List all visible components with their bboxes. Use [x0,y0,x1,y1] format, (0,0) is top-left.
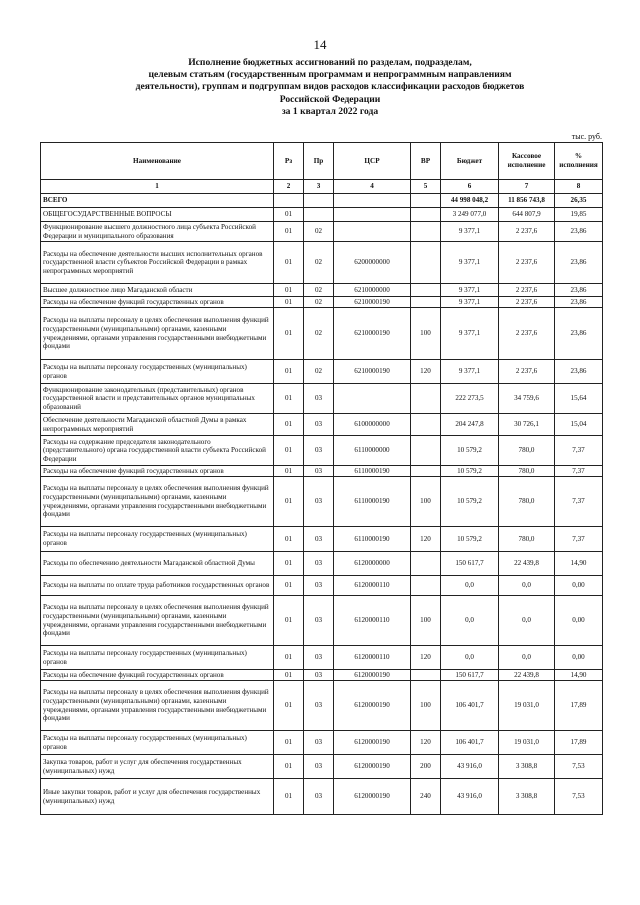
cell-vr: 100 [411,596,441,646]
cell-name: Расходы на выплаты персоналу государственных (муниципальных) органов [41,731,274,755]
cell-rz: 01 [274,576,304,596]
cell-budget: 10 579,2 [441,466,499,477]
cell-pr: 03 [304,436,334,466]
cell-vr [411,414,441,436]
cell-csr: 6120000190 [334,681,411,731]
table-row [41,284,603,297]
header-vr: ВР [411,143,441,180]
table-body [41,194,603,815]
table-row [41,208,603,222]
cell-pr: 03 [304,670,334,681]
cell-budget: 106 401,7 [441,681,499,731]
table-row [41,596,603,646]
cell-vr [411,208,441,222]
cell-pr: 03 [304,414,334,436]
cell-pr: 03 [304,527,334,552]
cell-name: Закупка товаров, работ и услуг для обеспечения государственных (муниципальных) нужд [41,755,274,779]
table-row-total [41,194,603,208]
cell-percent: 0,00 [555,576,603,596]
cell-pr: 03 [304,755,334,779]
cell-cash: 0,0 [499,596,555,646]
cell-csr: 6110000190 [334,477,411,527]
cell-pr: 03 [304,681,334,731]
cell-rz: 01 [274,384,304,414]
table-row [41,466,603,477]
table-row [41,646,603,670]
cell-csr: 6210000190 [334,297,411,308]
table-row [41,576,603,596]
cell-rz [274,194,304,208]
cell-name: Расходы на обеспечение функций государственных органов [41,297,274,308]
cell-name: Расходы на выплаты персоналу государственных (муниципальных) органов [41,527,274,552]
cell-name: Расходы на содержание председателя законодательного (представительного) органа государственной власти субъекта Российской Федерации [41,436,274,466]
cell-cash: 3 308,8 [499,755,555,779]
cell-name: Расходы на обеспечение функций государственных органов [41,670,274,681]
table-row [41,755,603,779]
cell-vr [411,670,441,681]
cell-name: Расходы на выплаты персоналу государственных (муниципальных) органов [41,360,274,384]
cell-pr [304,194,334,208]
cell-percent: 7,37 [555,466,603,477]
cell-percent: 7,37 [555,477,603,527]
cell-percent: 23,86 [555,297,603,308]
table-row [41,414,603,436]
cell-pr: 02 [304,297,334,308]
cell-cash: 22 439,8 [499,552,555,576]
table-row [41,242,603,284]
page-number: 14 [313,37,327,52]
cell-vr [411,552,441,576]
cell-vr [411,222,441,242]
cell-rz: 01 [274,360,304,384]
cell-cash: 780,0 [499,436,555,466]
cell-name: Обеспечение деятельности Магаданской областной Думы в рамках непрограммных мероприятий [41,414,274,436]
cell-vr: 120 [411,646,441,670]
title-line: за 1 квартал 2022 года [281,105,379,117]
cell-budget: 43 916,0 [441,755,499,779]
cell-budget: 44 998 048,2 [441,194,499,208]
cell-pr: 02 [304,242,334,284]
cell-budget: 10 579,2 [441,527,499,552]
cell-cash: 780,0 [499,466,555,477]
table-row [41,670,603,681]
cell-pr: 03 [304,596,334,646]
cell-percent: 15,64 [555,384,603,414]
cell-name: ВСЕГО [41,194,274,208]
cell-percent: 19,85 [555,208,603,222]
table-row [41,731,603,755]
cell-pr: 02 [304,308,334,360]
cell-budget: 150 617,7 [441,670,499,681]
cell-pr [304,208,334,222]
cell-rz: 01 [274,466,304,477]
cell-rz: 01 [274,552,304,576]
cell-cash: 30 726,1 [499,414,555,436]
cell-pr: 02 [304,284,334,297]
cell-name: Расходы на выплаты по оплате труда работников государственных органов [41,576,274,596]
title-line: Исполнение бюджетных ассигнований по разделам, подразделам, [188,57,472,68]
cell-percent: 17,89 [555,731,603,755]
cell-name: Расходы на выплаты персоналу в целях обеспечения выполнения функций государственными (муниципальными) органами, казенными учреждениями, органами управления государственными внебюджетными фондами [41,596,274,646]
cell-budget: 10 579,2 [441,477,499,527]
cell-budget: 204 247,8 [441,414,499,436]
cell-budget: 10 579,2 [441,436,499,466]
cell-csr: 6120000110 [334,576,411,596]
table-row [41,527,603,552]
cell-vr [411,384,441,414]
cell-rz: 01 [274,596,304,646]
cell-csr: 6120000110 [334,646,411,670]
cell-csr: 6210000190 [334,308,411,360]
cell-name: Расходы на выплаты персоналу в целях обеспечения выполнения функций государственными (муниципальными) органами, казенными учреждениями, органами управления государственными внебюджетными фондами [41,308,274,360]
cell-cash: 0,0 [499,646,555,670]
cell-vr: 200 [411,755,441,779]
cell-name: Расходы на выплаты персоналу в целях обеспечения выполнения функций государственными (муниципальными) органами, казенными учреждениями, органами управления государственными внебюджетными фондами [41,477,274,527]
cell-pr: 02 [304,222,334,242]
cell-rz: 01 [274,755,304,779]
column-number: 4 [334,180,411,194]
cell-name: Расходы на обеспечение функций государственных органов [41,466,274,477]
cell-vr [411,297,441,308]
cell-rz: 01 [274,681,304,731]
cell-vr [411,576,441,596]
cell-name: Функционирование законодательных (представительных) органов государственной власти и представительных органов муниципальных образований [41,384,274,414]
cell-rz: 01 [274,222,304,242]
document-title [110,57,550,118]
table-row [41,222,603,242]
cell-csr [334,208,411,222]
cell-rz: 01 [274,284,304,297]
cell-rz: 01 [274,646,304,670]
cell-percent: 14,90 [555,552,603,576]
table-row [41,436,603,466]
cell-csr: 6120000190 [334,779,411,815]
cell-budget: 222 273,5 [441,384,499,414]
cell-pr: 03 [304,552,334,576]
table-row [41,297,603,308]
cell-budget: 0,0 [441,596,499,646]
header-cash: Кассовое исполнение [499,143,555,180]
cell-budget: 150 617,7 [441,552,499,576]
cell-percent: 23,86 [555,308,603,360]
cell-rz: 01 [274,779,304,815]
cell-pr: 03 [304,779,334,815]
column-number: 2 [274,180,304,194]
cell-name: Расходы на выплаты персоналу в целях обеспечения выполнения функций государственными (муниципальными) органами, казенными учреждениями, органами управления государственными внебюджетными фондами [41,681,274,731]
cell-vr: 100 [411,477,441,527]
cell-percent: 14,90 [555,670,603,681]
cell-name: Расходы на обеспечение деятельности высших исполнительных органов государственной власти субъектов Российской Федерации в рамках непрограммных мероприятий [41,242,274,284]
cell-percent: 7,37 [555,527,603,552]
cell-pr: 03 [304,731,334,755]
cell-pr: 03 [304,646,334,670]
cell-percent: 0,00 [555,646,603,670]
cell-rz: 01 [274,670,304,681]
cell-budget: 9 377,1 [441,297,499,308]
cell-rz: 01 [274,208,304,222]
cell-percent: 15,04 [555,414,603,436]
cell-vr [411,242,441,284]
cell-cash: 780,0 [499,527,555,552]
cell-csr [334,222,411,242]
cell-csr: 6120000110 [334,596,411,646]
cell-vr: 240 [411,779,441,815]
cell-vr [411,284,441,297]
cell-pr: 03 [304,477,334,527]
cell-percent: 17,89 [555,681,603,731]
cell-cash: 19 031,0 [499,731,555,755]
cell-budget: 106 401,7 [441,731,499,755]
unit-label: тыс. руб. [571,132,602,141]
cell-cash: 34 759,6 [499,384,555,414]
cell-name: Функционирование высшего должностного лица субъекта Российской Федерации и муниципального образования [41,222,274,242]
cell-csr: 6200000000 [334,242,411,284]
cell-budget: 9 377,1 [441,242,499,284]
column-number: 7 [499,180,555,194]
header-csr: ЦСР [334,143,411,180]
cell-cash: 2 237,6 [499,284,555,297]
cell-cash: 2 237,6 [499,222,555,242]
cell-vr: 120 [411,360,441,384]
column-number: 6 [441,180,499,194]
cell-vr: 100 [411,308,441,360]
cell-rz: 01 [274,436,304,466]
cell-vr [411,194,441,208]
cell-budget: 3 249 077,0 [441,208,499,222]
cell-pr: 03 [304,576,334,596]
cell-csr: 6210000000 [334,284,411,297]
cell-budget: 43 916,0 [441,779,499,815]
cell-csr: 6100000000 [334,414,411,436]
cell-cash: 780,0 [499,477,555,527]
cell-rz: 01 [274,308,304,360]
column-number: 8 [555,180,603,194]
cell-budget: 9 377,1 [441,308,499,360]
cell-csr: 6120000190 [334,731,411,755]
cell-rz: 01 [274,731,304,755]
cell-rz: 01 [274,242,304,284]
table-row [41,477,603,527]
table-row [41,360,603,384]
cell-name: Иные закупки товаров, работ и услуг для обеспечения государственных (муниципальных) нужд [41,779,274,815]
cell-cash: 22 439,8 [499,670,555,681]
cell-cash: 19 031,0 [499,681,555,731]
table-row [41,681,603,731]
cell-budget: 9 377,1 [441,222,499,242]
cell-csr: 6120000190 [334,670,411,681]
cell-rz: 01 [274,477,304,527]
cell-cash: 644 807,9 [499,208,555,222]
cell-csr [334,194,411,208]
cell-vr: 120 [411,731,441,755]
header-pr: Пр [304,143,334,180]
header-name: Наименование [41,143,274,180]
table-row [41,552,603,576]
title-line: целевым статьям (государственным программам и непрограммным направлениям [148,69,512,81]
cell-cash: 3 308,8 [499,779,555,815]
cell-rz: 01 [274,297,304,308]
cell-name: ОБЩЕГОСУДАРСТВЕННЫЕ ВОПРОСЫ [41,208,274,222]
cell-cash: 2 237,6 [499,308,555,360]
cell-csr: 6110000190 [334,466,411,477]
cell-rz: 01 [274,527,304,552]
cell-cash: 2 237,6 [499,360,555,384]
title-line: Российской Федерации [279,93,381,105]
cell-percent: 23,86 [555,360,603,384]
cell-vr [411,466,441,477]
cell-budget: 0,0 [441,646,499,670]
table-row [41,779,603,815]
cell-vr: 120 [411,527,441,552]
cell-pr: 03 [304,466,334,477]
cell-budget: 9 377,1 [441,360,499,384]
cell-csr: 6120000190 [334,755,411,779]
cell-name: Расходы на выплаты персоналу государственных (муниципальных) органов [41,646,274,670]
column-number: 3 [304,180,334,194]
cell-csr: 6120000000 [334,552,411,576]
cell-percent: 23,86 [555,242,603,284]
cell-name: Высшее должностное лицо Магаданской области [41,284,274,297]
header-rz: Рз [274,143,304,180]
cell-budget: 9 377,1 [441,284,499,297]
cell-percent: 0,00 [555,596,603,646]
header-percent: % исполнения [555,143,603,180]
cell-csr: 6110000190 [334,527,411,552]
cell-pr: 03 [304,384,334,414]
cell-percent: 26,35 [555,194,603,208]
cell-cash: 2 237,6 [499,297,555,308]
table-header-row [41,143,603,180]
table-row [41,308,603,360]
cell-name: Расходы по обеспечению деятельности Магаданской областной Думы [41,552,274,576]
title-line: деятельности), группам и подгруппам видов расходов классификации расходов бюджетов [135,81,525,93]
cell-budget: 0,0 [441,576,499,596]
cell-cash: 0,0 [499,576,555,596]
budget-table [40,142,603,815]
cell-csr: 6210000190 [334,360,411,384]
cell-vr: 100 [411,681,441,731]
cell-percent: 7,37 [555,436,603,466]
cell-vr [411,436,441,466]
cell-percent: 23,86 [555,284,603,297]
cell-csr: 6110000000 [334,436,411,466]
column-number: 1 [41,180,274,194]
cell-cash: 2 237,6 [499,242,555,284]
cell-csr [334,384,411,414]
table-row [41,384,603,414]
column-number-row [41,180,603,194]
cell-percent: 7,53 [555,779,603,815]
header-budget: Бюджет [441,143,499,180]
column-number: 5 [411,180,441,194]
cell-pr: 02 [304,360,334,384]
cell-percent: 7,53 [555,755,603,779]
cell-cash: 11 856 743,8 [499,194,555,208]
cell-rz: 01 [274,414,304,436]
cell-percent: 23,86 [555,222,603,242]
